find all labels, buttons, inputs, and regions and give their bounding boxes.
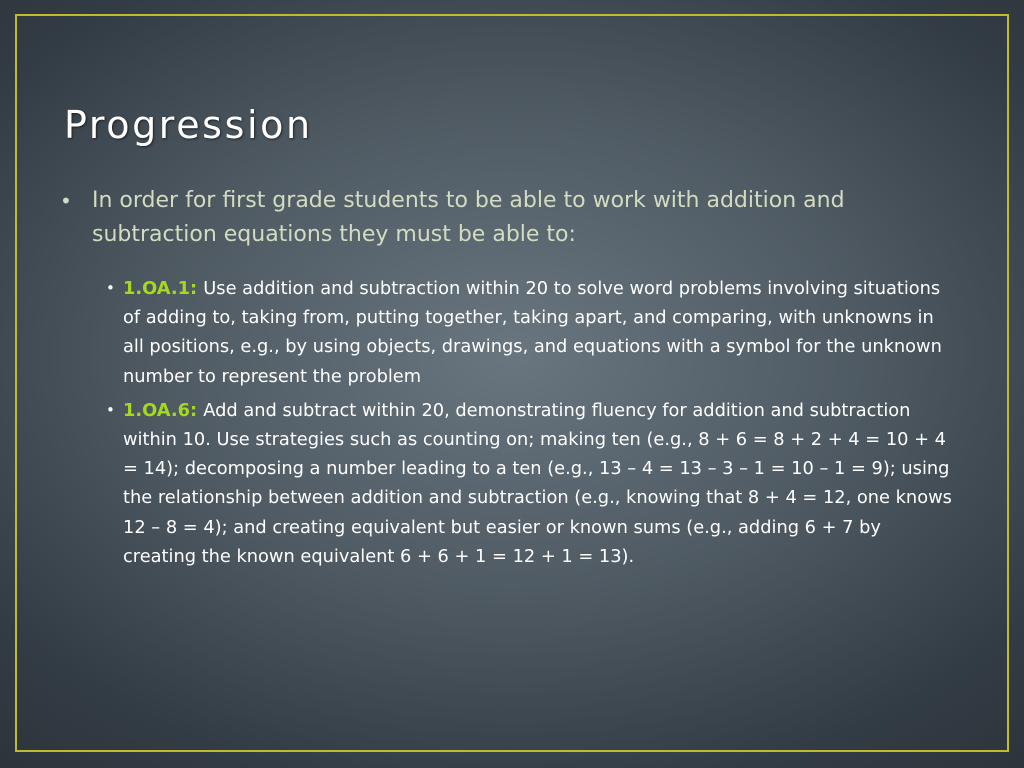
standard-text: Use addition and subtraction within 20 to solve word problems involving situations of adding to, taking from, putting together, taking apart, and comparing, with unknowns in all positions, e.g., by using objects, drawings, and equations with a symbol for the unknown number to represent the problem xyxy=(123,278,942,387)
standard-code: 1.OA.6: xyxy=(123,399,204,421)
bullet-icon: • xyxy=(60,189,72,213)
intro-bullet xyxy=(60,184,972,252)
slide-title: Progression xyxy=(64,103,313,147)
standard-text: Add and subtract within 20, demonstrating fluency for addition and subtraction within 10. Use strategies such as counting on; making ten (e.g., 8 + 6 = 8 + 2 + 4 = 10 + 4 = 14); decomposing a number leading to a ten (e.g., 13 – 4 = 13 – 3 – 1 = 10 – 1 = 9); using the relationship between addition and subtraction (e.g., knowing that 8 + 4 = 12, one knows 12 – 8 = 4); and creating equivalent but easier or known sums (e.g., adding 6 + 7 by creating the known equivalent 6 + 6 + 1 = 12 + 1 = 13). xyxy=(123,399,952,567)
slide-body xyxy=(60,184,972,576)
standards-list xyxy=(106,274,956,571)
standard-item xyxy=(106,274,956,391)
bullet-icon: • xyxy=(106,279,115,297)
standard-code: 1.OA.1: xyxy=(123,278,204,299)
bullet-icon: • xyxy=(106,400,115,419)
standard-item xyxy=(106,396,956,571)
intro-text: In order for first grade students to be able to work with addition and subtraction equations they must be able to: xyxy=(92,188,845,247)
